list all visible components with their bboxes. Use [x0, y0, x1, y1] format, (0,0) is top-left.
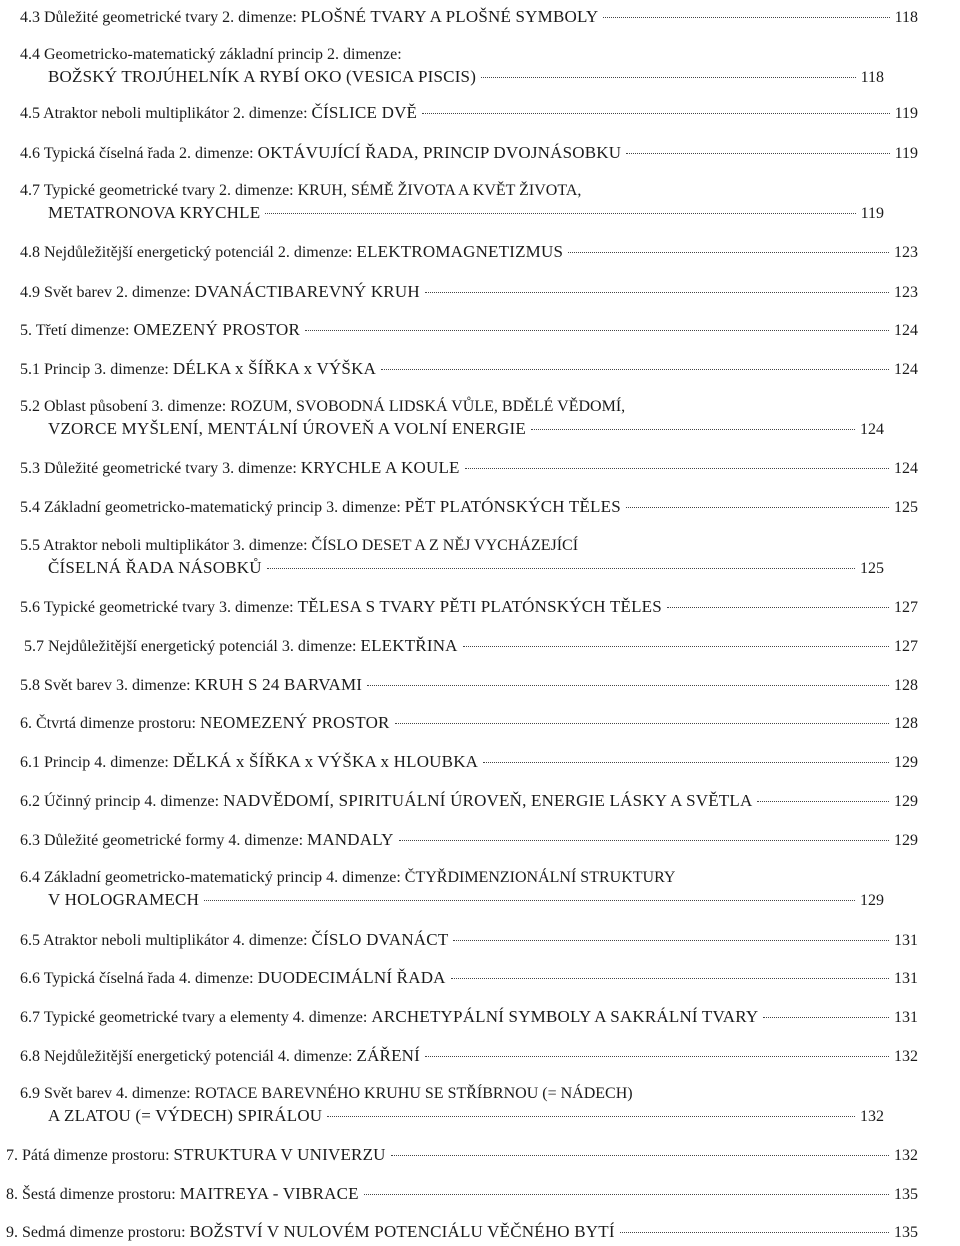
section-lead: Nejdůležitější energetický potenciál 4. dimenze:: [44, 1048, 353, 1065]
section-lead: Třetí dimenze:: [35, 322, 130, 339]
toc-entry[interactable]: [20, 358, 918, 381]
section-number: 4.7: [20, 182, 40, 199]
toc-entry-heading: [20, 712, 390, 735]
toc-entry-heading: [20, 596, 662, 619]
section-lead: Pátá dimenze prostoru:: [22, 1147, 170, 1164]
dot-leader: [204, 900, 855, 901]
toc-entry-heading: [20, 281, 420, 304]
toc-entry-heading: [20, 869, 675, 886]
dot-leader: [422, 113, 889, 114]
toc-entry-heading: [20, 142, 621, 165]
section-lead: Důležité geometrické tvary 2. dimenze:: [44, 9, 297, 26]
section-title-continued: BOŽSKÝ TROJÚHELNÍK A RYBÍ OKO (VESICA PISCIS): [48, 67, 477, 86]
toc-entry-heading: [20, 182, 581, 199]
section-lead: Účinný princip 4. dimenze:: [44, 793, 220, 810]
dot-leader: [481, 77, 856, 78]
section-number: 4.4: [20, 46, 40, 63]
toc-entry-line: [20, 496, 918, 519]
page-number: 132: [894, 1147, 918, 1164]
toc-entry[interactable]: [20, 1006, 918, 1029]
section-title: ELEKTROMAGNETIZMUS: [356, 242, 564, 261]
toc-entry-line: [20, 281, 918, 304]
dot-leader: [267, 568, 855, 569]
toc-entry[interactable]: [20, 457, 918, 480]
section-title: STRUKTURA V UNIVERZU: [173, 1145, 386, 1164]
page-number: 132: [894, 1048, 918, 1065]
dot-leader: [399, 840, 889, 841]
toc-entry[interactable]: [24, 635, 918, 658]
dot-leader: [425, 1056, 889, 1057]
section-lead: Typické geometrické tvary 3. dimenze:: [43, 599, 294, 616]
section-lead: Sedmá dimenze prostoru:: [22, 1224, 186, 1241]
page-number: 129: [894, 832, 918, 849]
section-lead: Atraktor neboli multiplikátor 2. dimenze:: [43, 105, 308, 122]
section-number: 8.: [6, 1186, 18, 1203]
toc-entry-heading: [20, 537, 578, 554]
toc-entry-line: [20, 319, 918, 342]
toc-entry-heading: [20, 751, 478, 774]
toc-entry-heading: [20, 398, 625, 415]
section-lead: Šestá dimenze prostoru:: [22, 1186, 176, 1203]
section-title: DĚLKÁ x ŠÍŘKA x VÝŠKA x HLOUBKA: [172, 752, 479, 771]
toc-entry-line: [20, 44, 884, 66]
toc-entry-heading: [24, 635, 458, 658]
page-number: 123: [894, 284, 918, 301]
toc-entry-heading: [20, 1045, 420, 1068]
section-number: 5.6: [20, 599, 40, 616]
toc-entry-line: [20, 712, 918, 735]
section-title: OMEZENÝ PROSTOR: [133, 320, 301, 339]
toc-entry[interactable]: [20, 102, 918, 125]
page-number: 128: [894, 715, 918, 732]
page-number: 119: [894, 105, 918, 122]
dot-leader: [265, 213, 855, 214]
section-title: PLOŠNÉ TVARY A PLOŠNÉ SYMBOLY: [300, 7, 599, 26]
toc-entry-line: [24, 635, 918, 658]
page-number: 135: [894, 1186, 918, 1203]
section-title: ROTACE BAREVNÉHO KRUHU SE STŘÍBRNOU (= NÁDECH): [194, 1085, 633, 1102]
section-number: 5.1: [20, 361, 40, 378]
toc-entry[interactable]: [20, 535, 884, 580]
dot-leader: [603, 17, 889, 18]
section-title-continued: METATRONOVA KRYCHLE: [48, 203, 261, 222]
section-number: 6.9: [20, 1085, 40, 1102]
section-title-continued: A ZLATOU (= VÝDECH) SPIRÁLOU: [48, 1106, 323, 1125]
toc-entry-line: [20, 6, 918, 29]
section-number: 4.6: [20, 145, 40, 162]
page-number: 125: [894, 499, 918, 516]
toc-entry-heading: [20, 790, 752, 813]
section-lead: Svět barev 4. dimenze:: [44, 1085, 191, 1102]
section-title: KRYCHLE A KOULE: [300, 458, 460, 477]
toc-entry-heading: [20, 674, 362, 697]
page-number: 135: [894, 1224, 918, 1241]
toc-entry-line: [20, 241, 918, 264]
section-lead: Princip 3. dimenze:: [44, 361, 169, 378]
section-title: NEOMEZENÝ PROSTOR: [199, 713, 390, 732]
toc-entry-heading: [20, 1085, 633, 1102]
page-number: 124: [894, 460, 918, 477]
toc-entry-line: [20, 967, 918, 990]
dot-leader: [483, 762, 889, 763]
section-lead: Typická číselná řada 4. dimenze:: [43, 970, 254, 987]
dot-leader: [465, 468, 889, 469]
section-number: 6.4: [20, 869, 40, 886]
toc-entry-line: [20, 102, 918, 125]
section-title: NADVĚDOMÍ, SPIRITUÁLNÍ ÚROVEŇ, ENERGIE LÁSKY A SVĚTLA: [223, 791, 753, 810]
section-number: 5.2: [20, 398, 40, 415]
section-number: 4.5: [20, 105, 40, 122]
dot-leader: [667, 607, 889, 608]
toc-entry-continuation: [20, 66, 884, 89]
toc-entry[interactable]: [6, 1183, 918, 1206]
page-number: 131: [894, 932, 918, 949]
toc-entry-line: [20, 396, 884, 418]
toc-entry[interactable]: [20, 180, 884, 225]
toc-entry-line: [20, 674, 918, 697]
section-lead: Oblast působení 3. dimenze:: [44, 398, 227, 415]
section-number: 9.: [6, 1224, 18, 1241]
dot-leader: [463, 646, 889, 647]
dot-leader: [757, 801, 889, 802]
toc-entry-line: [20, 829, 918, 852]
dot-leader: [568, 252, 889, 253]
section-title: KRUH, SÉMĚ ŽIVOTA A KVĚT ŽIVOTA,: [297, 182, 582, 199]
dot-leader: [531, 429, 855, 430]
section-lead: Typické geometrické tvary a elementy 4. dimenze:: [43, 1009, 368, 1026]
toc-entry-continuation: [20, 1105, 884, 1128]
section-title: ČÍSLO DVANÁCT: [311, 930, 449, 949]
dot-leader: [381, 369, 889, 370]
toc-entry-line: [20, 358, 918, 381]
toc-entry[interactable]: [20, 6, 918, 29]
section-title: ČTYŘDIMENZIONÁLNÍ STRUKTURY: [404, 869, 676, 886]
toc-entry-line: [20, 867, 884, 889]
section-number: 6.7: [20, 1009, 40, 1026]
toc-entry-heading: [20, 319, 300, 342]
section-number: 6.: [20, 715, 32, 732]
toc-entry-heading: [20, 496, 621, 519]
section-number: 4.9: [20, 284, 40, 301]
section-title: ČÍSLO DESET A Z NĚJ VYCHÁZEJÍCÍ: [311, 537, 579, 554]
page-number: 131: [894, 1009, 918, 1026]
toc-entry-line: [20, 457, 918, 480]
section-number: 5.4: [20, 499, 40, 516]
dot-leader: [364, 1194, 889, 1195]
section-lead: Svět barev 3. dimenze:: [44, 677, 191, 694]
toc-entry-heading: [6, 1183, 359, 1206]
toc-entry[interactable]: [20, 751, 918, 774]
dot-leader: [305, 330, 889, 331]
section-lead: Princip 4. dimenze:: [44, 754, 169, 771]
toc-entry-line: [20, 1045, 918, 1068]
dot-leader: [451, 978, 889, 979]
section-lead: Atraktor neboli multiplikátor 3. dimenze:: [43, 537, 308, 554]
toc-entry-heading: [6, 1221, 615, 1244]
page-number: 129: [860, 892, 884, 909]
section-title: MAITREYA - VIBRACE: [179, 1184, 359, 1203]
section-lead: Geometricko-matematický základní princip 2. dimenze:: [44, 46, 402, 63]
toc-entry-heading: [20, 6, 598, 29]
page-number: 131: [894, 970, 918, 987]
page-number: 129: [894, 793, 918, 810]
toc-entry[interactable]: [20, 829, 918, 852]
dot-leader: [626, 507, 889, 508]
section-title: OKTÁVUJÍCÍ ŘADA, PRINCIP DVOJNÁSOBKU: [257, 143, 622, 162]
dot-leader: [626, 153, 889, 154]
toc-entry[interactable]: [6, 1221, 918, 1244]
section-lead: Základní geometricko-matematický princip 3. dimenze:: [44, 499, 401, 516]
toc-entry-line: [6, 1221, 918, 1244]
toc-entry[interactable]: [20, 929, 918, 952]
dot-leader: [763, 1017, 889, 1018]
section-title: MANDALY: [307, 830, 394, 849]
page-number: 119: [860, 205, 884, 222]
toc-entry[interactable]: [20, 867, 884, 912]
section-title: PĚT PLATÓNSKÝCH TĚLES: [404, 497, 621, 516]
section-title: TĚLESA S TVARY PĚTI PLATÓNSKÝCH TĚLES: [297, 597, 662, 616]
section-title: KRUH S 24 BARVAMI: [194, 675, 363, 694]
page-number: 129: [894, 754, 918, 771]
section-number: 4.8: [20, 244, 40, 261]
section-title: DVANÁCTIBAREVNÝ KRUH: [194, 282, 420, 301]
toc-entry[interactable]: [20, 281, 918, 304]
toc-entry[interactable]: [20, 674, 918, 697]
page-number: 127: [894, 638, 918, 655]
page-number: 124: [860, 421, 884, 438]
toc-entry-heading: [20, 102, 417, 125]
section-lead: Nejdůležitější energetický potenciál 2. dimenze:: [44, 244, 353, 261]
page-number: 125: [860, 560, 884, 577]
page-number: 123: [894, 244, 918, 261]
section-title: ZÁŘENÍ: [356, 1046, 421, 1065]
toc-entry-heading: [20, 241, 563, 264]
toc-entry-line: [20, 142, 918, 165]
toc-entry-continuation: [20, 557, 884, 580]
toc-entry-line: [20, 596, 918, 619]
toc-entry[interactable]: [20, 496, 918, 519]
toc-entry-line: [20, 535, 884, 557]
toc-entry-heading: [20, 358, 376, 381]
toc-entry[interactable]: [20, 319, 918, 342]
section-number: 5.: [20, 322, 32, 339]
section-number: 7.: [6, 1147, 18, 1164]
toc-entry-line: [20, 1083, 884, 1105]
page-number: 127: [894, 599, 918, 616]
section-lead: Důležité geometrické tvary 3. dimenze:: [44, 460, 297, 477]
toc-entry-continuation: [20, 418, 884, 441]
page-number: 124: [894, 322, 918, 339]
section-number: 4.3: [20, 9, 40, 26]
section-title-continued: V HOLOGRAMECH: [48, 890, 200, 909]
section-number: 5.3: [20, 460, 40, 477]
page-number: 132: [860, 1108, 884, 1125]
toc-entry-heading: [20, 929, 448, 952]
toc-entry-line: [20, 180, 884, 202]
section-lead: Typická číselná řada 2. dimenze:: [43, 145, 254, 162]
toc-entry-line: [6, 1183, 918, 1206]
toc-entry[interactable]: [20, 596, 918, 619]
section-number: 6.1: [20, 754, 40, 771]
section-title-continued: ČÍSELNÁ ŘADA NÁSOBKŮ: [48, 558, 262, 577]
toc-entry[interactable]: [20, 790, 918, 813]
section-lead: Typické geometrické tvary 2. dimenze:: [43, 182, 294, 199]
section-title: DUODECIMÁLNÍ ŘADA: [257, 968, 446, 987]
toc-entry-heading: [20, 1006, 758, 1029]
toc-entry[interactable]: [20, 241, 918, 264]
dot-leader: [620, 1232, 889, 1233]
toc-entry[interactable]: [20, 396, 884, 441]
dot-leader: [391, 1155, 889, 1156]
toc-entry[interactable]: [20, 142, 918, 165]
toc-entry[interactable]: [20, 712, 918, 735]
toc-entry[interactable]: [20, 44, 884, 89]
toc-entry[interactable]: [20, 1083, 884, 1128]
section-lead: Čtvrtá dimenze prostoru:: [36, 715, 196, 732]
section-number: 5.8: [20, 677, 40, 694]
toc-entry-line: [20, 751, 918, 774]
section-lead: Svět barev 2. dimenze:: [44, 284, 191, 301]
page-number: 124: [894, 361, 918, 378]
section-number: 5.7: [24, 638, 44, 655]
dot-leader: [425, 292, 889, 293]
toc-entry-continuation: [20, 202, 884, 225]
toc-entry[interactable]: [6, 1144, 918, 1167]
toc-entry-heading: [20, 967, 446, 990]
section-title: ČÍSLICE DVĚ: [311, 103, 418, 122]
toc-entry-heading: [20, 829, 394, 852]
section-title: DÉLKA x ŠÍŘKA x VÝŠKA: [172, 359, 377, 378]
dot-leader: [367, 685, 889, 686]
section-lead: Nejdůležitější energetický potenciál 3. dimenze:: [48, 638, 357, 655]
toc-entry-line: [20, 929, 918, 952]
toc-entry-continuation: [20, 889, 884, 912]
section-number: 6.2: [20, 793, 40, 810]
toc-entry[interactable]: [20, 1045, 918, 1068]
toc-entry-heading: [6, 1144, 386, 1167]
toc-entry[interactable]: [20, 967, 918, 990]
page-number: 118: [894, 9, 918, 26]
dot-leader: [453, 940, 889, 941]
toc-entry-heading: [20, 46, 402, 63]
page-number: 119: [894, 145, 918, 162]
section-lead: Atraktor neboli multiplikátor 4. dimenze:: [43, 932, 308, 949]
section-number: 5.5: [20, 537, 40, 554]
section-number: 6.6: [20, 970, 40, 987]
section-title: ROZUM, SVOBODNÁ LIDSKÁ VŮLE, BDĚLÉ VĚDOMÍ,: [230, 398, 626, 415]
section-number: 6.8: [20, 1048, 40, 1065]
section-title: BOŽSTVÍ V NULOVÉM POTENCIÁLU VĚČNÉHO BYTÍ: [189, 1222, 615, 1241]
section-lead: Základní geometricko-matematický princip 4. dimenze:: [44, 869, 401, 886]
page-number: 118: [860, 69, 884, 86]
section-number: 6.5: [20, 932, 40, 949]
section-title: ELEKTŘINA: [360, 636, 458, 655]
section-title-continued: VZORCE MYŠLENÍ, MENTÁLNÍ ÚROVEŇ A VOLNÍ ENERGIE: [48, 419, 526, 438]
section-title: ARCHETYPÁLNÍ SYMBOLY A SAKRÁLNÍ TVARY: [371, 1007, 759, 1026]
page-number: 128: [894, 677, 918, 694]
dot-leader: [395, 723, 889, 724]
toc-entry-line: [20, 790, 918, 813]
section-number: 6.3: [20, 832, 40, 849]
toc-entry-heading: [20, 457, 460, 480]
toc-entry-line: [6, 1144, 918, 1167]
dot-leader: [327, 1116, 855, 1117]
toc-entry-line: [20, 1006, 918, 1029]
section-lead: Důležité geometrické formy 4. dimenze:: [44, 832, 304, 849]
